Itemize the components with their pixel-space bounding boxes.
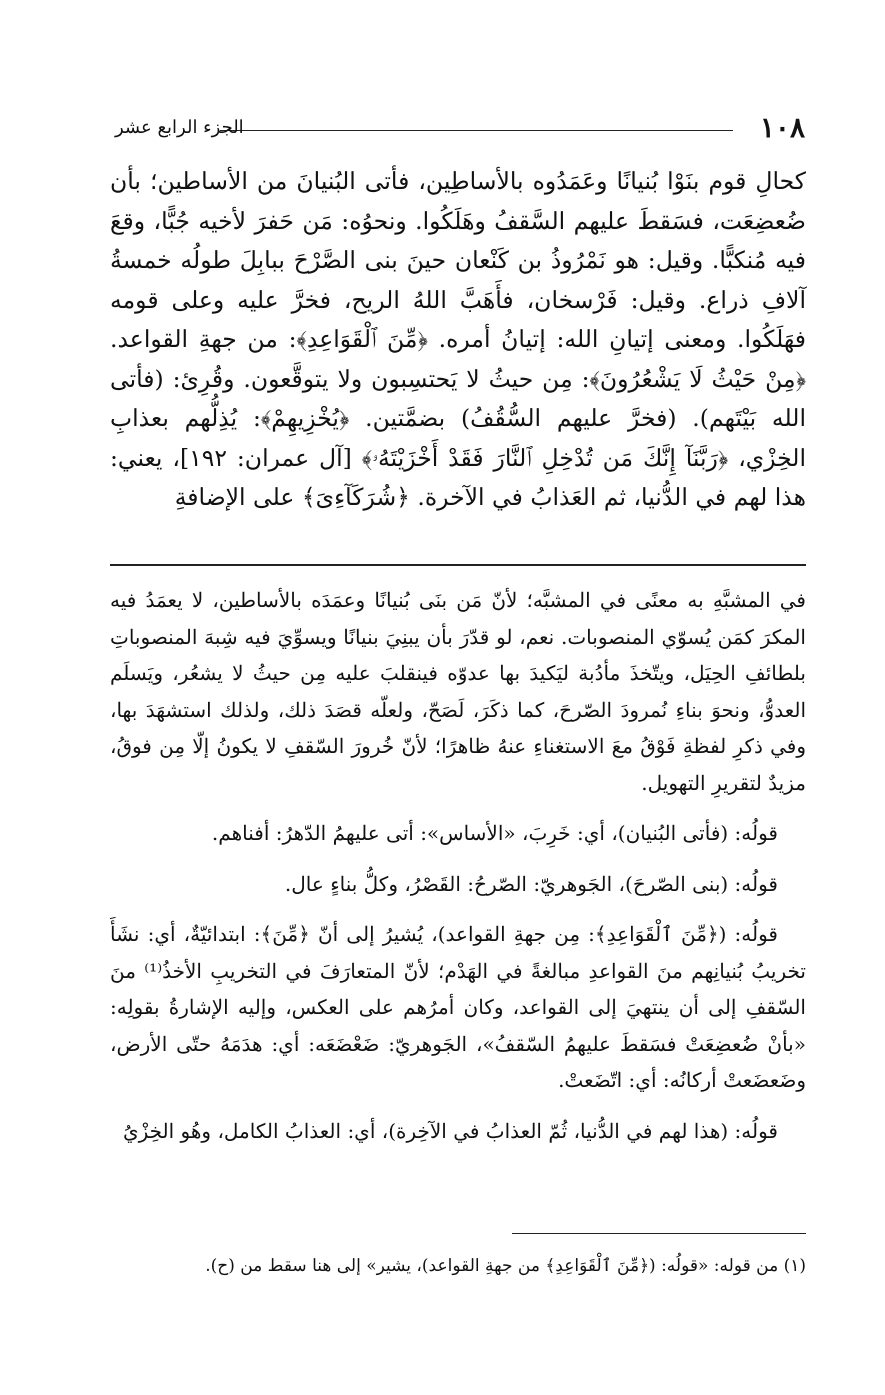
section-divider [110, 564, 806, 566]
commentary-block [110, 582, 806, 1163]
footnote-text: (١) من قوله: «قولُه: (﴿مِّنَ ٱلْقَوَاعِدِ﴾ من جهةِ القواعد)، يشير» إلى هنا سقط من (ح). [205, 1256, 806, 1276]
footnote-block [110, 1252, 806, 1280]
commentary-paragraph-4: قولُه: (﴿مِّنَ ٱلْقَوَاعِدِ﴾: مِن جهةِ القواعد)، يُشيرُ إلى أنّ ﴿مِّنَ﴾: ابتدائيّةٌ، أي: نشَأَ تخريبُ بُنيانِهم منَ القواعدِ مبالغةً في الهَدْم؛ لأنّ المتعارَفَ في التخريبِ الأخذُ⁽¹⁾ منَ السّقفِ إلى أن ينتهيَ إلى القواعد، وكان أمرُهم على العكس، وإليه الإشارةُ بقولِه: «بأنْ ضُعضِعَتْ فسَقطَ عليهمُ السّقفُ»، الجَوهريّ: ضَعْضَعَه: أي: هدَمَهُ حتّى الأرض، وضَعضَعتْ أركانُه: أي: اتّضَعتْ. [110, 922, 806, 1092]
commentary-paragraph-2: قولُه: (فأتى البُنيان)، أي: خَرِبَ، «الأساس»: أتى عليهمُ الدّهرُ: أفناهم. [211, 821, 778, 845]
page-header [115, 112, 805, 146]
running-title: الجزء الرابع عشر [115, 117, 244, 138]
header-rule [220, 130, 733, 131]
main-paragraph: كحالِ قوم بنَوْا بُنيانًا وعَمَدُوه بالأساطِين، فأتى البُنيانَ من الأساطين؛ بأن ضُعضِعَت، فسَقطَ عليهم السَّقفُ وهَلَكُوا. ونحوُه: مَن حَفرَ لأخيه جُبًّا، وقعَ فيه مُنكبًّا. وقيل: هو نَمْرُوذُ بن كَنْعان حينَ بنى الصَّرْحَ ببابِلَ طولُه خمسةُ آلافِ ذراع. وقيل: فَرْسخان، فأَهَبَّ اللهُ الريح، فخرَّ عليه وعلى قومه فهَلَكُوا. ومعنى إتيانِ الله: إتيانُ أمره. ﴿مِّنَ ٱلْقَوَاعِدِ﴾: من جهةِ القواعد. ﴿مِنْ حَيْثُ لَا يَشْعُرُونَ﴾: مِن حيثُ لا يَحتسِبون ولا يتوقَّعون. وقُرِئ: (فأتى الله بَيْتَهم). (فخرَّ عليهم السُّقُفُ) بضمَّتين. ﴿يُخْزِيهِمْ﴾: يُذِلُّهم بعذابِ الخِزْي، ﴿رَبَّنَآ إِنَّكَ مَن تُدْخِلِ ٱلنَّارَ فَقَدْ أَخْزَيْتَهُۥ﴾ [آل عمران: ١٩٢]، يعني: هذا لهم في الدُّنيا، ثم العَذابُ في الآخرة. ﴿شُرَكَآءِىَ﴾ على الإضافةِ [110, 167, 806, 511]
commentary-paragraph-1: في المشبَّهِ به معنًى في المشبَّه؛ لأنّ مَن بنَى بُنيانًا وعمَدَه بالأساطين، لا يعمَدُ فيه المكرَ كمَن يُسوّي المنصوبات. نعم، لو قدّرَ بأن يبنِيَ بنيانًا ويسوِّيَ فيه شِبهَ المنصوباتِ بلطائفِ الحِيَل، ويتّخذَ مأدُبة ليَكيدَ بها عدوّه فينقلبَ عليه مِن حيثُ لا يشعُر، ويَسلَم العدوُّ، ونحوَ بناءِ نُمرودَ الصّرحَ، كما ذكَرَ، لَصَحّ، ولعلّه قصَدَ ذلك، ولذلك استشهَدَ بها، وفي ذكرِ لفظةِ فَوْقُ معَ الاستغناءِ عنهُ ظاهرًا؛ لأنّ خُرورَ السّقفِ لا يكونُ إلّا مِن فوقُ، مزيدٌ لتقريرِ التهويل. [110, 588, 806, 795]
commentary-paragraph-3: قولُه: (بنى الصّرحَ)، الجَوهريّ: الصّرحُ: القَصْرُ، وكلُّ بناءٍ عال. [284, 871, 778, 896]
footnote-rule [512, 1233, 806, 1234]
commentary-paragraph-5: قولُه: (هذا لهم في الدُّنيا، ثُمّ العذابُ في الآخِرة)، أي: العذابُ الكامل، وهُو الخِزْيُ [122, 1118, 778, 1143]
main-text-block [110, 162, 806, 518]
page-number: ١٠٨ [759, 111, 805, 144]
